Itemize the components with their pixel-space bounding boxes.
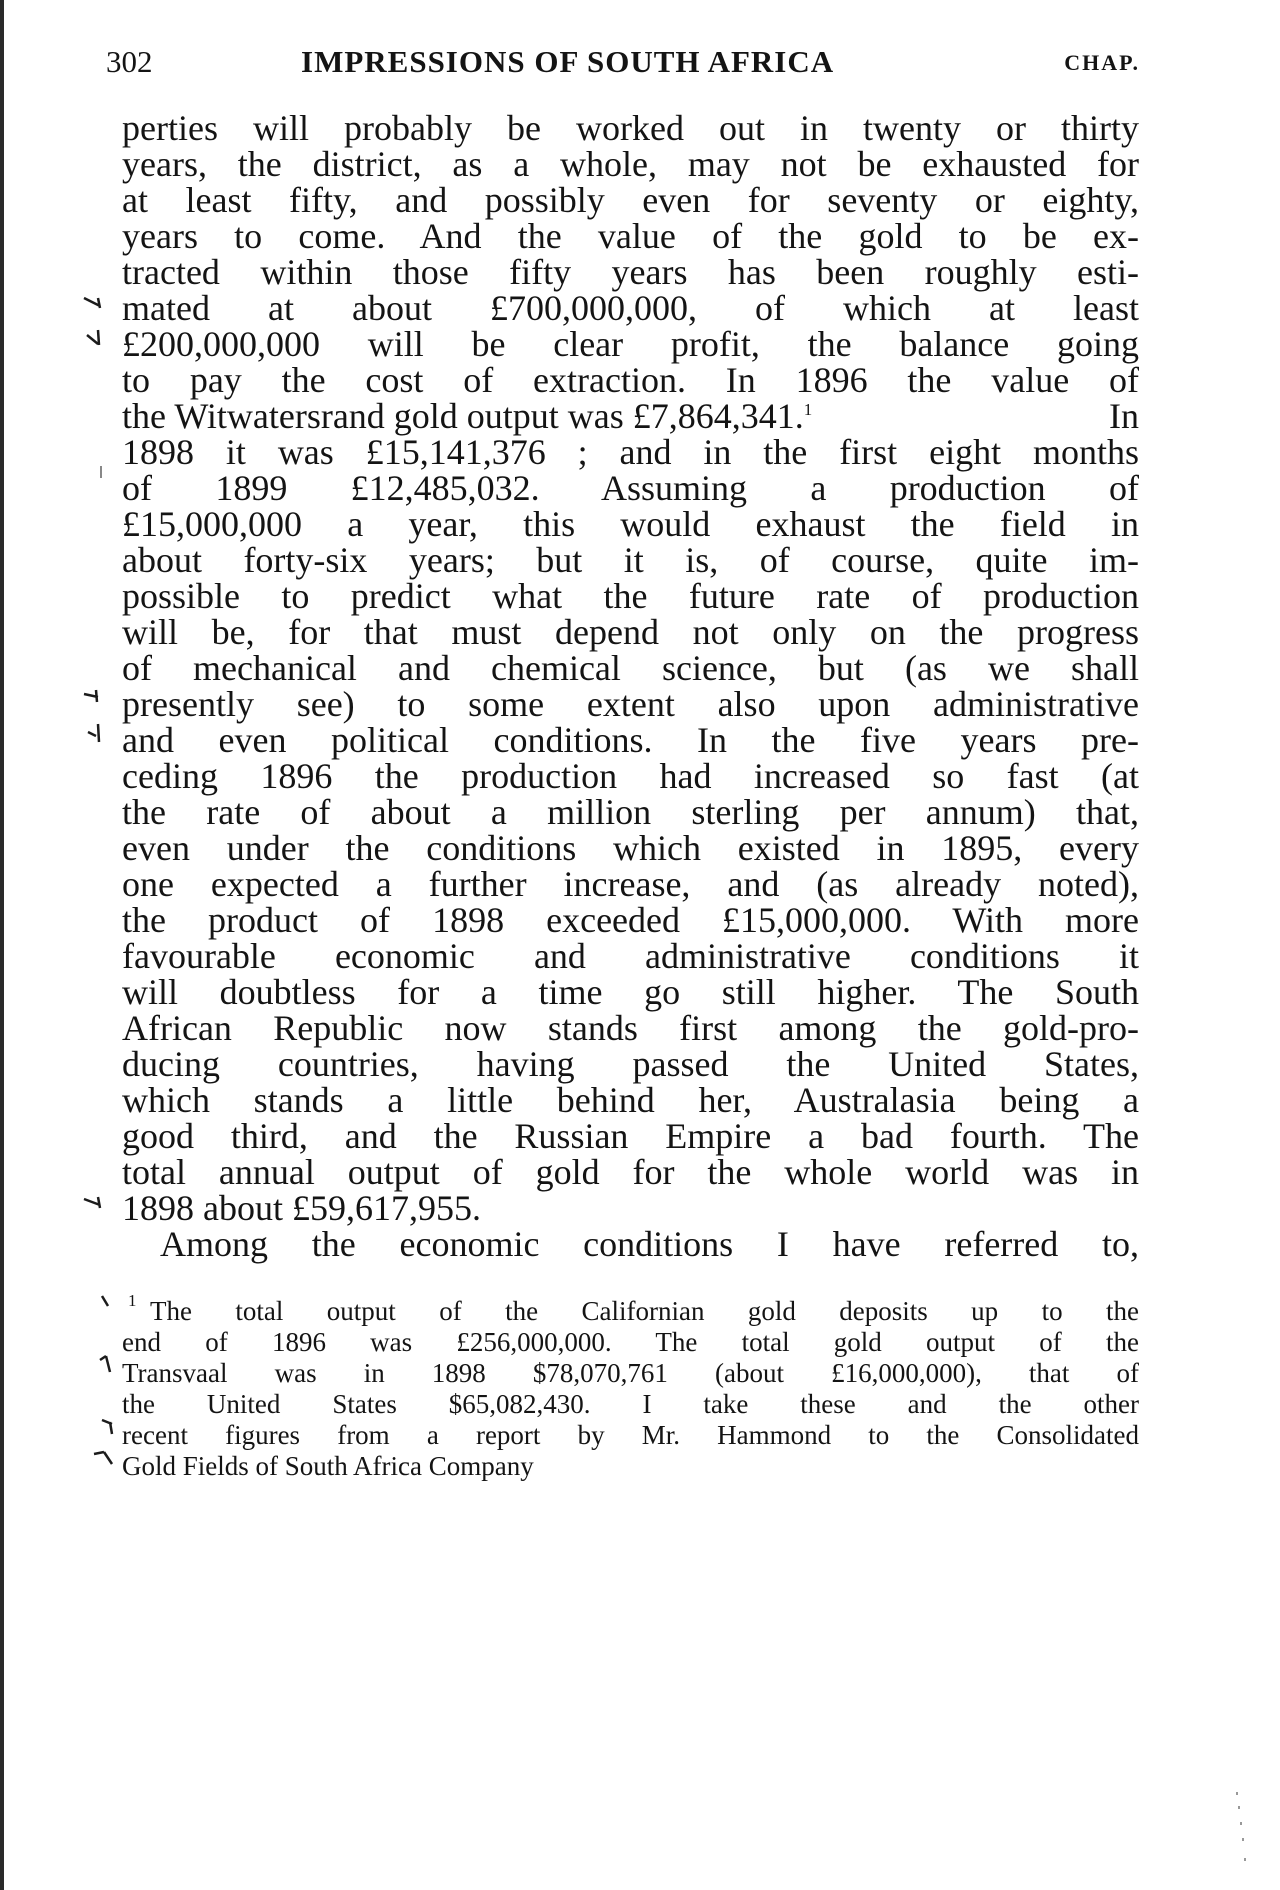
body-line: African Republic now stands first among the gold-pro- bbox=[122, 1008, 1139, 1048]
footnote-line: the United States $65,082,430. I take these and the other bbox=[122, 1389, 1139, 1419]
pencil-tick-mark bbox=[92, 1446, 120, 1468]
body-line: the product of 1898 exceeded £15,000,000. With more bbox=[122, 900, 1139, 940]
body-line: mated at about £700,000,000, of which at least bbox=[122, 288, 1139, 328]
body-line: total annual output of gold for the whole world was in bbox=[122, 1152, 1139, 1192]
body-line: will doubtless for a time go still higher. The South bbox=[122, 972, 1139, 1012]
paragraph-first-line: Among the economic conditions I have referred to, bbox=[160, 1224, 1139, 1264]
body-line: of 1899 £12,485,032. Assuming a production of bbox=[122, 468, 1139, 508]
paper-speck bbox=[1242, 1838, 1244, 1841]
body-line: one expected a further increase, and (as already noted), bbox=[122, 864, 1139, 904]
body-line-with-footnote bbox=[122, 396, 1139, 436]
body-line: ducing countries, having passed the United States, bbox=[122, 1044, 1139, 1084]
paper-speck bbox=[1238, 1806, 1240, 1809]
body-line: £15,000,000 a year, this would exhaust the field in bbox=[122, 504, 1139, 544]
body-line: about forty-six years; but it is, of course, quite im- bbox=[122, 540, 1139, 580]
paper-speck bbox=[1244, 1858, 1246, 1861]
body-line: good third, and the Russian Empire a bad fourth. The bbox=[122, 1116, 1139, 1156]
pencil-tick-mark bbox=[84, 722, 112, 744]
body-line: and even political conditions. In the five years pre- bbox=[122, 720, 1139, 760]
body-line: tracted within those fifty years has been roughly esti- bbox=[122, 252, 1139, 292]
body-line: £200,000,000 will be clear profit, the balance going bbox=[122, 324, 1139, 364]
body-line: presently see) to some extent also upon administrative bbox=[122, 684, 1139, 724]
page-edge-shadow bbox=[0, 0, 4, 1890]
body-line: possible to predict what the future rate of production bbox=[122, 576, 1139, 616]
footnote-reference: 1 bbox=[803, 400, 813, 419]
pencil-tick-mark bbox=[84, 328, 112, 350]
body-line: even under the conditions which existed in 1895, every bbox=[122, 828, 1139, 868]
chapter-abbrev: CHAP. bbox=[1064, 50, 1140, 75]
pencil-tick-mark bbox=[82, 292, 110, 314]
footnote-marker: 1 bbox=[128, 1291, 137, 1310]
body-line-tail: In bbox=[1109, 396, 1139, 436]
body-line: will be, for that must depend not only on the progress bbox=[122, 612, 1139, 652]
paper-speck bbox=[1240, 1822, 1242, 1825]
pencil-tick-mark bbox=[82, 686, 110, 708]
running-title: IMPRESSIONS OF SOUTH AFRICA bbox=[301, 44, 835, 79]
body-line: years to come. And the value of the gold to be ex- bbox=[122, 216, 1139, 256]
footnote-line: Gold Fields of South Africa Company bbox=[122, 1451, 534, 1481]
pencil-tick-mark bbox=[82, 1192, 110, 1214]
pencil-dot-mark bbox=[100, 466, 102, 478]
body-line: at least fifty, and possibly even for seventy or eighty, bbox=[122, 180, 1139, 220]
body-line: perties will probably be worked out in twenty or thirty bbox=[122, 108, 1139, 148]
body-line: to pay the cost of extraction. In 1896 the value of bbox=[122, 360, 1139, 400]
footnote-line: The total output of the Californian gold deposits up to the bbox=[150, 1296, 1139, 1326]
body-line: which stands a little behind her, Australasia being a bbox=[122, 1080, 1139, 1120]
body-line: of mechanical and chemical science, but (as we shall bbox=[122, 648, 1139, 688]
paper-speck bbox=[1236, 1792, 1238, 1795]
footnote-line: end of 1896 was £256,000,000. The total gold output of the bbox=[122, 1327, 1139, 1357]
footnote-line: Transvaal was in 1898 $78,070,761 (about £16,000,000), that of bbox=[122, 1358, 1139, 1388]
pencil-tick-mark bbox=[98, 1290, 126, 1312]
body-line: years, the district, as a whole, may not be exhausted for bbox=[122, 144, 1139, 184]
footnote-line: recent figures from a report by Mr. Hammond to the Consolidated bbox=[122, 1420, 1139, 1450]
body-line: favourable economic and administrative conditions it bbox=[122, 936, 1139, 976]
body-line: 1898 about £59,617,955. bbox=[122, 1188, 481, 1228]
body-line: ceding 1896 the production had increased so fast (at bbox=[122, 756, 1139, 796]
body-line: the rate of about a million sterling per annum) that, bbox=[122, 792, 1139, 832]
page-number: 302 bbox=[106, 44, 153, 79]
pencil-tick-mark bbox=[98, 1414, 126, 1436]
body-line-text: the Witwatersrand gold output was £7,864,341. bbox=[122, 396, 804, 436]
body-line: 1898 it was £15,141,376 ; and in the first eight months bbox=[122, 432, 1139, 472]
pencil-tick-mark bbox=[98, 1352, 126, 1374]
running-header bbox=[106, 44, 1140, 88]
